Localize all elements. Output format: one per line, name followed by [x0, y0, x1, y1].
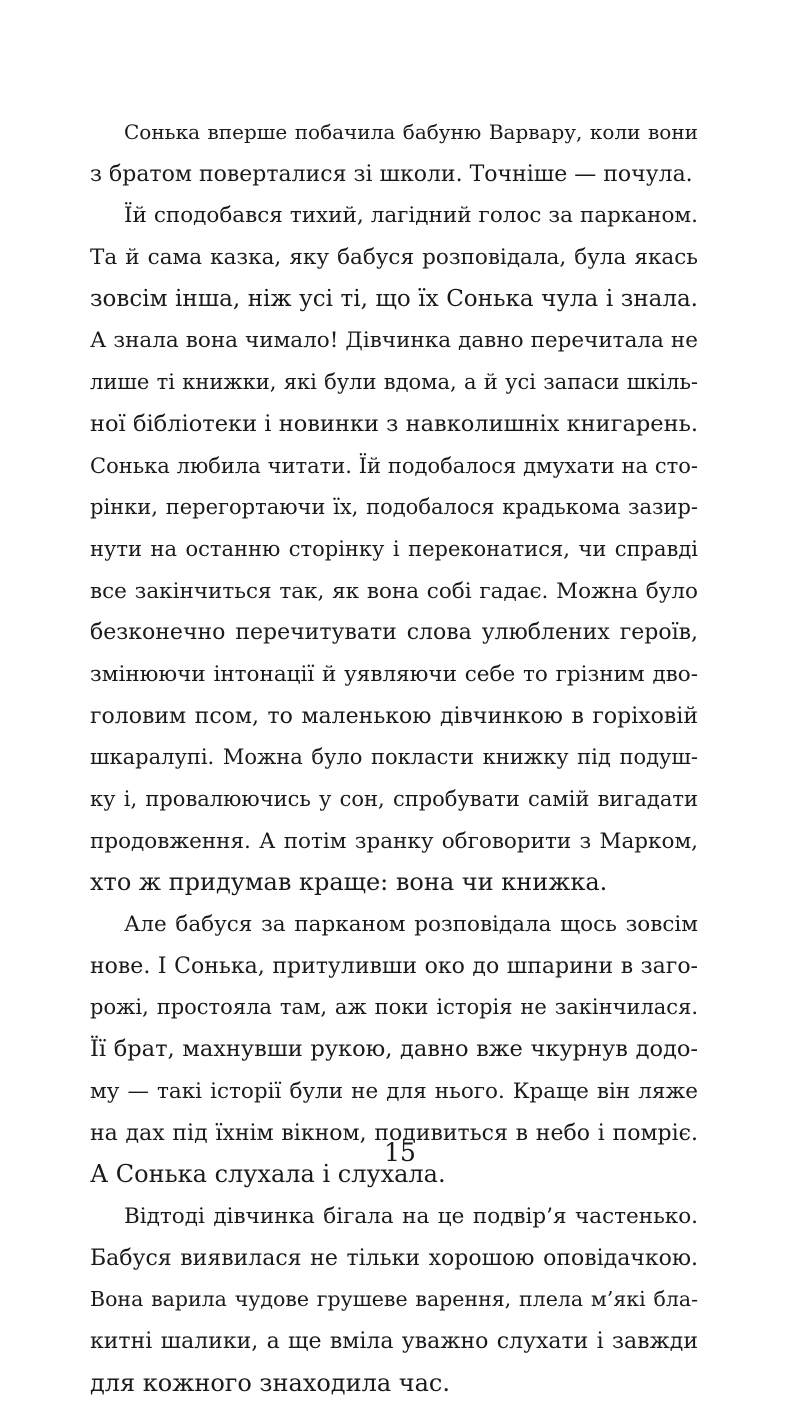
text-line: Сонька вперше побачила бабуню Варвару, коли вони [124, 120, 698, 144]
text-line: Вона варила чудове грушеве варення, плела м’які бла- [90, 1287, 698, 1312]
text-line: продовження. А потім зранку обговорити з Марком, [90, 828, 698, 854]
text-line: лише ті книжки, які були вдома, а й усі запаси шкіль- [90, 370, 698, 395]
text-line: Бабуся виявилася не тільки хорошою оповідачкою. [90, 1245, 698, 1271]
text-line: на дах під їхнім вікном, подивиться в небо і помріє. [90, 1120, 698, 1146]
text-line: ної бібліотеки і новинки з навколишніх книгарень. [90, 410, 698, 437]
text-line: все закінчиться так, як вона собі гадає. Можна було [90, 578, 698, 604]
paragraph [90, 112, 698, 195]
text-line: Її брат, махнувши рукою, давно вже чкурнув додо- [90, 1036, 698, 1063]
text-line: Але бабуся за парканом розповідала щось зовсім [124, 912, 698, 938]
text-line: китні шалики, а ще вміла уважно слухати і завжди [90, 1328, 698, 1354]
text-line: змінюючи інтонації й уявляючи себе то грізним дво- [90, 661, 698, 687]
paragraph [90, 195, 698, 904]
text-line: з братом поверталися зі школи. Точніше — почула. [90, 161, 693, 187]
text-line: зовсім інша, ніж усі ті, що їх Сонька чула і знала. [90, 285, 698, 312]
text-line: Відтоді дівчинка бігала на це подвір’я частенько. [124, 1203, 698, 1229]
text-line: нове. І Сонька, притуливши око до шпарини в заго- [90, 953, 698, 979]
text-line: Та й сама казка, яку бабуся розповідала, була якась [90, 245, 698, 271]
text-line: Їй сподобався тихий, лагідний голос за парканом. [124, 203, 698, 229]
text-line: му — такі історії були не для нього. Краще він ляже [90, 1078, 698, 1104]
body-text [90, 112, 698, 1404]
text-line: для кожного знаходила час. [90, 1368, 450, 1397]
text-line: хто ж придумав краще: вона чи книжка. [90, 868, 608, 897]
text-line: А знала вона чимало! Дівчинка давно перечитала не [90, 328, 698, 354]
text-line: нути на останню сторінку і переконатися, чи справді [90, 536, 698, 561]
text-line: шкаралупі. Можна було покласти книжку під подуш- [90, 745, 698, 770]
text-line: рінки, перегортаючи їх, подобалося крадькома зазир- [90, 495, 698, 520]
text-line: безконечно перечитувати слова улюблених героїв, [90, 620, 698, 646]
page-number: 15 [384, 1138, 416, 1167]
paragraph [90, 1196, 698, 1404]
text-line: головим псом, то маленькою дівчинкою в горіховій [90, 703, 698, 729]
text-line: А Сонька слухала і слухала. [90, 1160, 446, 1189]
text-line: ку і, провалюючись у сон, спробувати самій вигадати [90, 787, 698, 811]
text-line: рожі, простояла там, аж поки історія не закінчилася. [90, 995, 698, 1020]
text-line: Сонька любила читати. Їй подобалося дмухати на сто- [90, 453, 698, 478]
